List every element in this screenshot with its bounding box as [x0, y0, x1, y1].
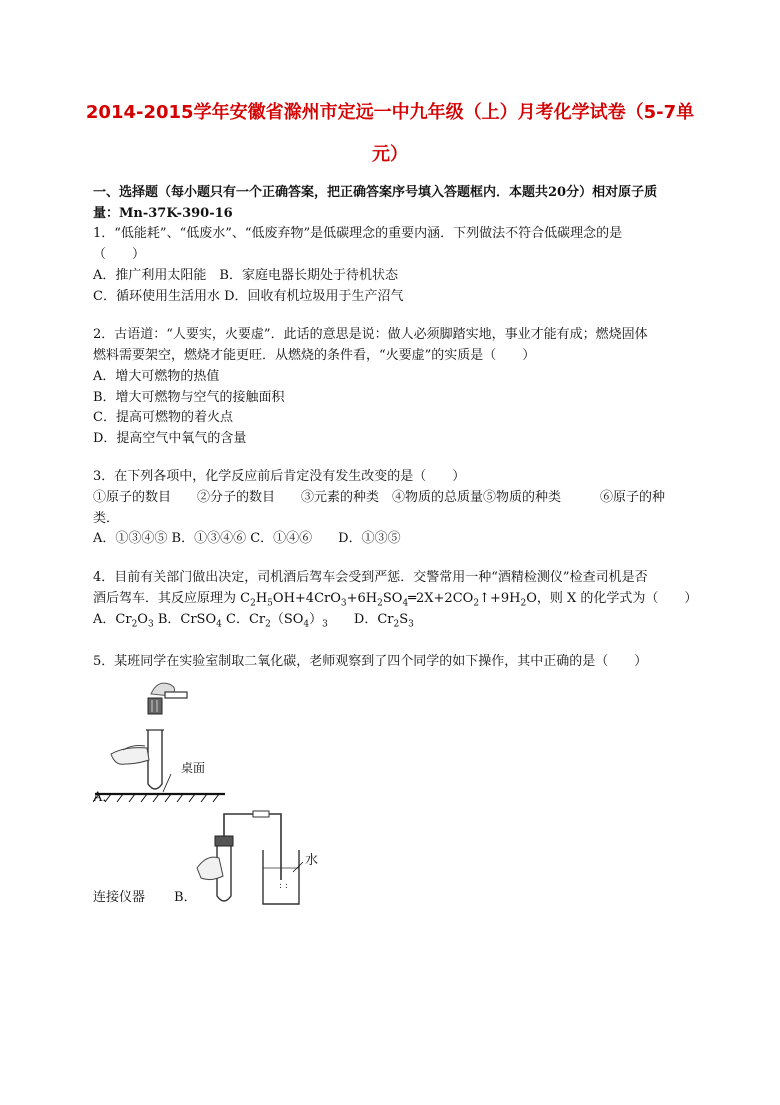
q1-stem-line1: 1．“低能耗”、“低废水”、“低废弃物”是低碳理念的重要内涵．下列做法不符合低碳理念的是 [93, 226, 623, 241]
q5-label-a: A． [93, 790, 116, 805]
desk-label: 桌面 [181, 761, 206, 775]
q2-option-c: C．提高可燃物的着火点 [93, 410, 233, 425]
q5-stem: 5．某班同学在实验室制取二氧化碳，老师观察到了四个同学的如下操作，其中正确的是（ ） [93, 654, 648, 669]
q3-items-line1: ①原子的数目 ②分子的数目 ③元素的种类 ④物质的总质量⑤物质的种类 ⑥原子的种 [93, 490, 666, 505]
exam-title-line2: 元） [372, 144, 408, 165]
svg-text:: :: : : [279, 881, 288, 891]
q2-stem-line2: 燃料需要架空，燃烧才能更旺．从燃烧的条件看，“火要虚”的实质是（ ） [93, 348, 536, 363]
q3-items-line2: 类． [93, 511, 120, 526]
q2-option-a: A．增大可燃物的热值 [93, 369, 220, 384]
q1-stem-line2: （ ） [93, 247, 146, 262]
q4-options: A．$Cr_2O_3$ B．CrSO$_4$ C．$Cr_2(SO_4)_3$ D．$Cr_2S_3$ [93, 612, 414, 630]
q4-stem-line1: 4．目前有关部门做出决定，司机酒后驾车会受到严惩．交警常用一种“酒精检测仪”检查司机是否 [93, 570, 648, 585]
figure-b-apparatus [195, 810, 335, 910]
q5-connect-label: 连接仪器 B． [93, 890, 197, 905]
exam-title-line1: 2014-2015学年安徽省滁州市定远一中九年级（上）月考化学试卷（5-7单 [85, 102, 695, 123]
section-header-line1: 一、选择题（每小题只有一个正确答案，把正确答案序号填入答题框内．本题共20分）相对原子质 [93, 185, 658, 200]
q2-option-d: D．提高空气中氧气的含量 [93, 431, 247, 446]
section-header-line2: 量：Mn-37K-390-16 [93, 206, 233, 221]
q2-option-b: B．增大可燃物与空气的接触面积 [93, 390, 285, 405]
q3-stem: 3．在下列各项中，化学反应前后肯定没有发生改变的是（ ） [93, 469, 466, 484]
q5-label-b: B． [174, 890, 197, 905]
q3-options: A．①③④⑤ B．①③④⑥ C．①④⑥ D．①③⑤ [93, 531, 401, 546]
q1-options-line2: C．循环使用生活用水 D．回收有机垃圾用于生产沼气 [93, 289, 404, 304]
water-label: 水 [305, 853, 319, 868]
q2-stem-line1: 2．古语道：“人要实，火要虚”．此话的意思是说：做人必须脚踏实地，事业才能有成；燃烧固体 [93, 327, 648, 342]
q4-stem-line2: 酒后驾车．其反应原理为 $C_2H_5OH+4CrO_3+6H_2SO_4═2X+2CO_2↑+9H_2O$，则 X 的化学式为（ ） [93, 591, 698, 609]
q1-options-line1: A．推广利用太阳能 B．家庭电器长期处于待机状态 [93, 268, 398, 283]
